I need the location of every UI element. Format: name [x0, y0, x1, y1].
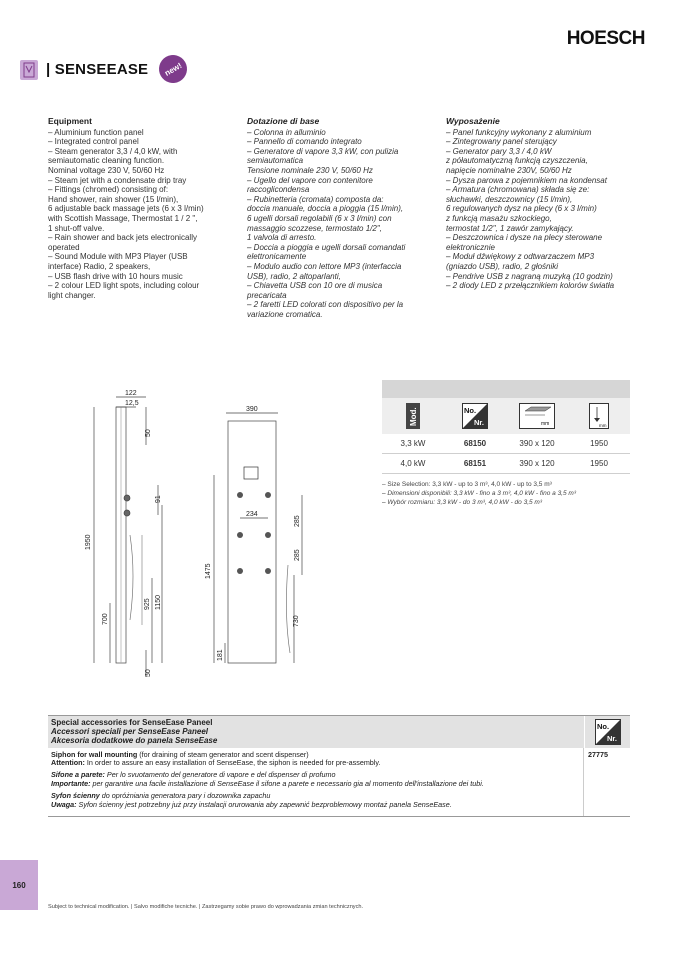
size-note-it: – Dimensioni disponibili: 3,3 kW - fino a 3 m³, 4,0 kW - fino a 3,5 m³ — [382, 490, 576, 497]
list-item: – Rain shower and back jets electronically operated — [48, 233, 197, 252]
model-cell: 3,3 kW — [400, 439, 426, 448]
list-item: – Zintegrowany panel sterujący — [446, 137, 557, 147]
spec-table-header-bar — [382, 380, 630, 398]
size-cell: 390 x 120 — [519, 459, 555, 468]
list-item: – Ugello del vapore con contenitore raccoglicondensa — [247, 175, 373, 195]
new-badge: new! — [154, 50, 192, 88]
list-item: – Dysza parowa z pojemnikiem na kondensat — [446, 175, 607, 185]
accessory-pl-warning: Syfon ścienny jest potrzebny już przy instalacji orurowania aby zapewnić bezproblemowy montaż panela SenseEase. — [76, 799, 452, 809]
model-cell: 4,0 kW — [400, 459, 426, 468]
list-item: – Pannello di comando integrato — [247, 137, 362, 147]
equipment-column-pl — [446, 117, 641, 291]
equipment-heading: Equipment — [48, 116, 92, 126]
table-row — [382, 454, 630, 474]
list-item: – USB flash drive with 10 hours music — [48, 271, 183, 281]
article-number-icon — [584, 716, 630, 748]
height-cell: 1950 — [590, 459, 608, 468]
accessory-description — [48, 748, 584, 817]
front-view — [214, 413, 302, 663]
accessory-it-title-rest: Per lo svuotamento del generatore di vapore e del dispenser di profumo — [104, 770, 336, 780]
table-row — [382, 434, 630, 454]
equipment-list-pl — [446, 128, 641, 291]
accessories-titles — [48, 716, 584, 748]
accessory-it — [51, 771, 580, 789]
list-item: – Deszczownica i dysze na plecy sterowane elektronicznie — [446, 233, 603, 252]
list-item: – Steam generator 3,3 / 4,0 kW, with semiautomatic cleaning function. Nominal voltage 230 V, 50/60 Hz — [48, 146, 178, 175]
dim-1150: 1150 — [155, 594, 162, 610]
accessories-title-it: Accessori speciali per SenseEase Paneel — [51, 727, 208, 737]
massage-jets — [237, 492, 271, 574]
accessory-en-attention-label: Attention: — [51, 758, 85, 768]
dim-285-upper: 285 — [294, 515, 301, 527]
size-cell: 390 x 120 — [519, 439, 555, 448]
equipment-list-it — [247, 128, 437, 320]
steam-shower-icon — [20, 60, 38, 80]
dim-91: 91 — [155, 495, 162, 503]
height-icon — [568, 398, 630, 434]
accessories-header — [48, 715, 630, 748]
dim-234: 234 — [246, 511, 258, 518]
accessory-en — [51, 751, 580, 769]
accessory-en-title: Siphon for wall mounting — [51, 749, 138, 759]
list-item: – 2 colour LED light spots, including colour light changer. — [48, 281, 200, 300]
dim-12-5: 12,5 — [125, 400, 139, 407]
accessory-pl — [51, 792, 580, 810]
article-number-cell: 68150 — [463, 439, 487, 448]
list-item: – 2 diody LED z przełącznikiem kolorów światła — [446, 281, 615, 291]
accessory-it-title: Sifone a parete: — [51, 770, 105, 780]
dim-700: 700 — [102, 613, 109, 625]
equipment-heading: Wyposażenie — [446, 116, 500, 126]
table-row — [48, 748, 630, 818]
model-icon-label: Mod. — [409, 407, 418, 426]
article-number-icon — [444, 398, 506, 434]
list-item: – Colonna in alluminio — [247, 127, 326, 137]
size-note-pl: – Wybór rozmiaru: 3,3 kW - do 3 m³, 4,0 kW - do 3,5 m³ — [382, 499, 543, 506]
equipment-column-it — [247, 117, 437, 319]
equipment-heading: Dotazione di base — [247, 116, 320, 126]
list-item: – Generator pary 3,3 / 4,0 kW z półautomatyczną funkcją czyszczenia, napięcie nominalne 230V, 50/60 Hz — [446, 146, 588, 175]
list-item: – Moduł dźwiękowy z odtwarzaczem MP3 (gniazdo USB), radio, 2 głośniki — [446, 252, 595, 271]
spec-table-icons — [382, 398, 630, 434]
dim-390: 390 — [246, 406, 258, 413]
side-view — [94, 397, 162, 675]
spec-table — [382, 380, 630, 507]
list-item: – Modulo audio con lettore MP3 (interfaccia USB), radio, 2 altoparlanti, — [247, 261, 402, 281]
accessory-it-important-label: Importante: — [51, 779, 91, 788]
accessory-en-attention: In order to assure an easy installation of SenseEase, the siphon is needed for pre-assembly. — [84, 758, 381, 768]
model-icon — [382, 398, 444, 434]
list-item: – Sound Module with MP3 Player (USB interface) Radio, 2 speakers, — [48, 252, 188, 271]
dim-181: 181 — [217, 649, 224, 661]
dim-1950: 1950 — [85, 534, 92, 550]
height-cell: 1950 — [590, 439, 608, 448]
list-item: – Pendrive USB z nagraną muzyką (10 godzin) — [446, 271, 613, 281]
list-item: – Generatore di vapore 3,3 kW, con pulizia semiautomatica Tensione nominale 230 V, 50/60 Hz — [247, 146, 399, 175]
accessory-pl-title: Syfon ścienny — [51, 790, 100, 800]
dim-122: 122 — [125, 390, 137, 397]
svg-text:No.: No. — [464, 406, 477, 415]
height-icon-unit: mm — [599, 423, 607, 428]
accessory-pl-warning-label: Uwaga: — [51, 799, 77, 809]
technical-drawing — [70, 385, 345, 685]
list-item: – Armatura (chromowana) składa się ze: słuchawki, deszczownicy (15 l/min), 6 regulowanych dysz na plecy (6 x 3 l/min) z funkcją masażu szkockiego, termostat 1/2", 1 zawór zamykający. — [446, 185, 597, 233]
accessories-table — [48, 715, 630, 817]
article-number-cell: 68151 — [463, 459, 487, 468]
dim-50-bottom: 50 — [145, 669, 152, 677]
size-note-en: – Size Selection: 3,3 kW - up to 3 m³, 4,0 kW - up to 3,5 m³ — [382, 481, 552, 488]
accessory-it-important: per garantire una facile installazione di SenseEase il sifone a parete e necessario gia al momento dell'installazione dei tubi. — [90, 779, 484, 788]
list-item: – Aluminium function panel — [48, 127, 144, 137]
equipment-column-en — [48, 117, 233, 300]
list-item: – Rubinetteria (cromata) composta da: doccia manuale, doccia a pioggia (15 l/min), 6 ugelli dorsali regolabili (6 x 3 l/min) con massaggio scozzese, termostato 1/2", 1 valvola di arresto. — [247, 194, 404, 243]
size-icon — [506, 398, 568, 434]
list-item: – Integrated control panel — [48, 137, 139, 147]
dim-1475: 1475 — [205, 563, 212, 579]
accessory-pl-title-rest: do opróżniania generatora pary i dozownika zapachu — [99, 790, 271, 800]
product-title: | SENSEEASE — [46, 61, 149, 78]
list-item: – Chiavetta USB con 10 ore di musica precaricata — [247, 281, 383, 300]
size-selection-notes — [382, 480, 630, 507]
dim-50-top: 50 — [145, 429, 152, 437]
list-item: – Panel funkcyjny wykonany z aluminium — [446, 127, 592, 137]
svg-text:Nr.: Nr. — [474, 418, 485, 427]
svg-text:Nr.: Nr. — [606, 733, 617, 743]
dim-285-lower: 285 — [294, 549, 301, 561]
footer-disclaimer: Subject to technical modification. | Salvo modifiche tecniche. | Zastrzegamy sobie prawo do wprowadzania zmian technicznych. — [48, 904, 364, 910]
list-item: – Doccia a pioggia e ugelli dorsali comandati elettronicamente — [247, 242, 406, 262]
accessories-title-en: Special accessories for SenseEase Paneel — [51, 718, 213, 727]
accessory-en-title-rest: (for draining of steam generator and scent dispenser) — [137, 749, 309, 759]
dim-925: 925 — [144, 598, 151, 610]
page-number: 160 — [0, 860, 38, 910]
svg-text:No.: No. — [596, 721, 609, 731]
accessory-code: 27775 — [588, 749, 608, 759]
size-icon-unit: mm — [541, 421, 550, 427]
list-item: – 2 faretti LED colorati con dispositivo per la variazione cromatica. — [247, 300, 404, 319]
list-item: – Fittings (chromed) consisting of: Hand shower, rain shower (15 l/min), 6 adjustable back massage jets (6 x 3 l/min) with Scottish Massage, Thermostat 1 / 2 ", 1 shut-off valve. — [48, 185, 204, 233]
list-item: – Steam jet with a condensate drip tray — [48, 175, 187, 185]
brand-logo: HOESCH — [566, 28, 645, 49]
dim-730: 730 — [293, 615, 300, 627]
accessories-title-pl: Akcesoria dodatkowe do panela SenseEase — [51, 736, 218, 746]
equipment-list-en — [48, 128, 233, 301]
